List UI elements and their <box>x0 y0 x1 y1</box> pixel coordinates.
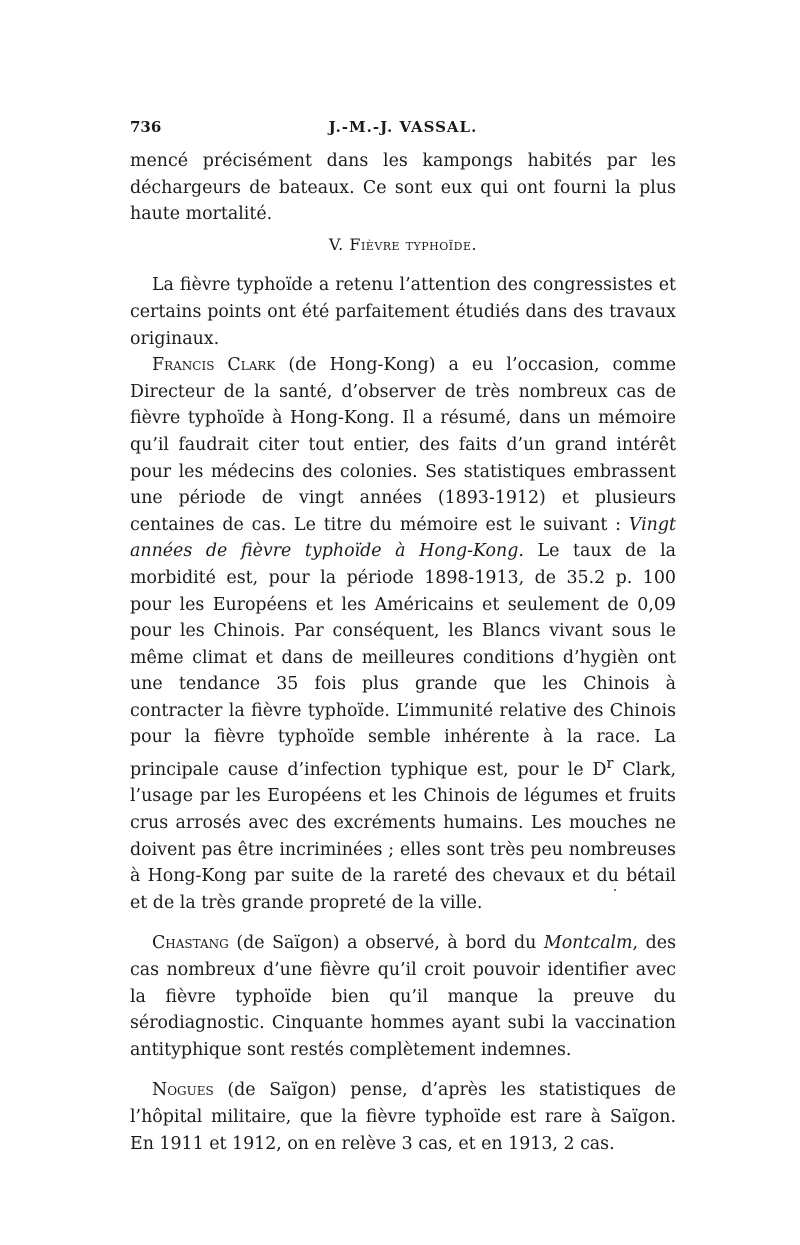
author-name-chastang: Chastang <box>152 933 229 954</box>
memoir-title: Vingt années de fièvre typhoïde à Hong-Kong. <box>130 514 676 562</box>
author-name-nogues: Nogues <box>152 1080 214 1101</box>
nogues-text-1: (de Saïgon) pense, d’après les statistiques de l’hôpital militaire, que la fièvre typhoïde est rare à Saïgon. En 1911 et 1912, on en relève 3 cas, et en 1913, 2 cas. <box>130 1080 676 1154</box>
paragraph-clark <box>130 352 676 916</box>
paragraph-continuation: mencé précisément dans les kampongs habités par les déchargeurs de bateaux. Ce sont eux qui ont fourni la plus haute mortalité. <box>130 151 676 225</box>
paragraph-nogues <box>130 1077 676 1157</box>
running-title: J.-M.-J. VASSAL. <box>328 118 478 136</box>
running-header <box>130 118 676 140</box>
ship-name: Montcalm <box>543 933 633 954</box>
text-body <box>130 148 676 1157</box>
clark-text-3: Clark, l’usage par les Européens et les Chinois de légumes et fruits crus arrosés avec des excréments humains. Les mouches ne doivent pas être incriminées ; elles sont très peu nombreuses à Hong-Kong par suite de la rareté des chevaux et du bétail et de la très grande propreté de la ville. <box>130 759 676 913</box>
paragraph-chastang <box>130 930 676 1063</box>
author-name-clark: Francis Clark <box>152 355 276 376</box>
chastang-text-2: , des cas nombreux d’une fièvre qu’il croit pouvoir identifier avec la fièvre typhoïde bien qu’il manque la preuve du sérodiagnostic. Cinquante hommes ayant subi la vaccination antityphique sont restés complètement indemnes. <box>130 933 676 1060</box>
chastang-text-1: (de Saïgon) a observé, à bord du <box>228 933 544 954</box>
section-heading: V. Fièvre typhoïde. <box>328 234 478 254</box>
paragraph-intro: La fièvre typhoïde a retenu l’attention des congressistes et certains points ont été parfaitement étudiés dans des travaux originaux. <box>130 275 676 349</box>
print-speck <box>614 889 616 891</box>
clark-text-1: (de Hong-Kong) a eu l’occasion, comme Directeur de la santé, d’observer de très nombreux cas de fièvre typhoïde à Hong-Kong. Il a résumé, dans un mémoire qu’il faudrait citer tout entier, des faits d’un grand intérêt pour les médecins des colonies. Ses statistiques embrassent une période de vingt années (1893-1912) et plusieurs centaines de cas. Le titre du mémoire est le suivant : <box>130 355 676 535</box>
page-number: 736 <box>130 118 162 136</box>
doctor-superscript: r <box>606 756 614 773</box>
clark-text-2: Le taux de la morbidité est, pour la période 1898-1913, de 35.2 p. 100 pour les Européens et les Américains et seulement de 0,09 pour les Chinois. Par conséquent, les Blancs vivant sous le même climat et dans de meilleures conditions d’hygièn ont une tendance 35 fois plus grande que les Chinois à contracter la fièvre typhoïde. L’immunité relative des Chinois pour la fièvre typhoïde semble inhérente à la race. La principale cause d’infection typhique est, pour le D <box>130 541 676 780</box>
